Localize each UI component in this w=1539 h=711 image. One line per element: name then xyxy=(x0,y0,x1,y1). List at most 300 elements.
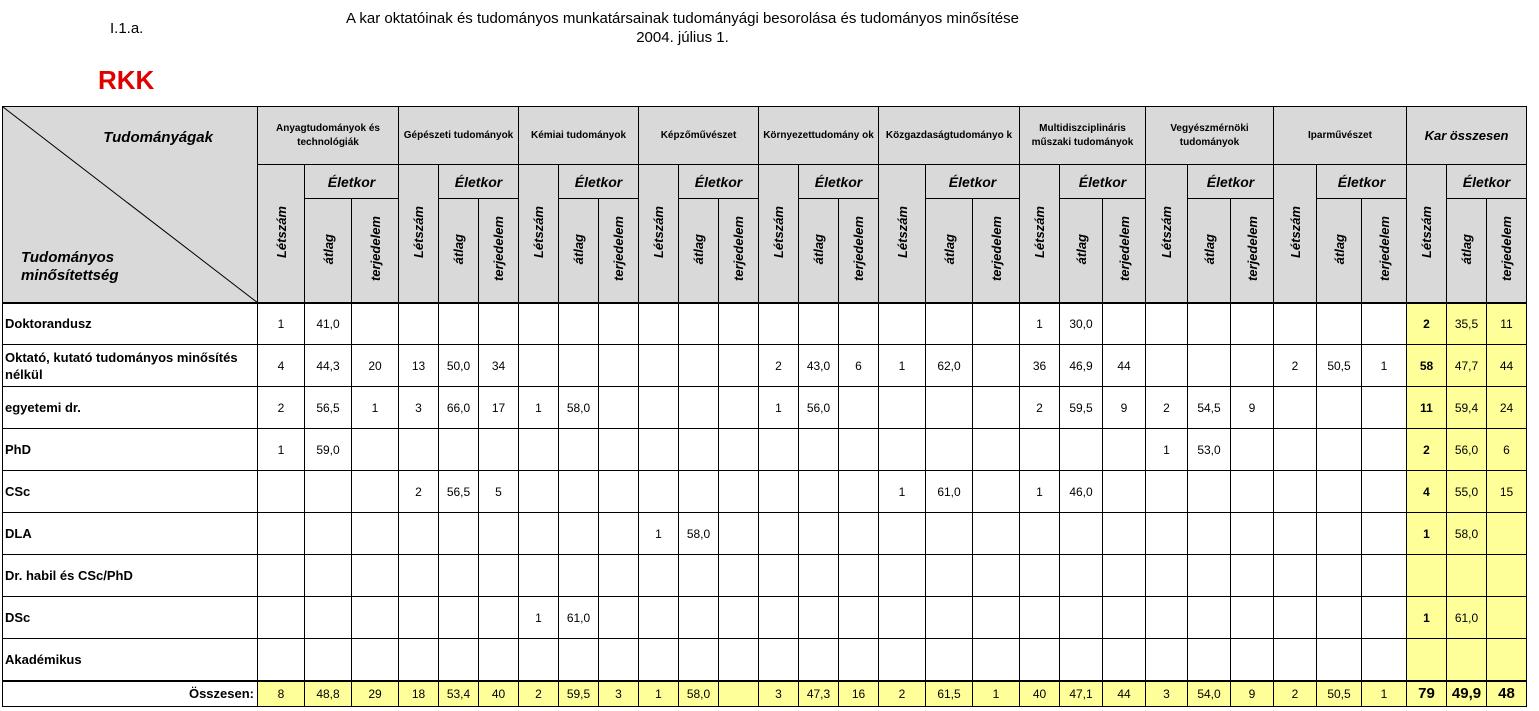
table-cell: 2 xyxy=(258,387,305,429)
atlag-header xyxy=(1060,199,1103,303)
table-cell xyxy=(305,555,352,597)
table-cell xyxy=(1274,471,1317,513)
table-cell xyxy=(719,513,759,555)
table-cell xyxy=(1487,597,1527,639)
table-cell xyxy=(1146,345,1188,387)
table-cell xyxy=(1487,639,1527,681)
letszam-label: Létszám xyxy=(1419,205,1434,258)
table-cell: 56,0 xyxy=(1447,429,1487,471)
table-cell xyxy=(1103,471,1146,513)
terjedelem-label: terjedelem xyxy=(1116,216,1132,282)
table-cell xyxy=(1146,597,1188,639)
total-cell: 8 xyxy=(258,681,305,707)
table-cell xyxy=(1487,555,1527,597)
row-label: egyetemi dr. xyxy=(3,387,258,429)
table-cell xyxy=(879,555,926,597)
total-cell: 59,5 xyxy=(559,681,599,707)
eletkor-header: Életkor xyxy=(305,165,399,199)
table-cell xyxy=(1020,555,1060,597)
table-cell xyxy=(799,555,839,597)
table-cell: 6 xyxy=(1487,429,1527,471)
atlag-header xyxy=(799,199,839,303)
table-cell xyxy=(599,345,639,387)
table-cell xyxy=(639,345,679,387)
table-cell xyxy=(719,345,759,387)
total-cell: 47,3 xyxy=(799,681,839,707)
table-cell: 2 xyxy=(1407,303,1447,345)
table-cell: 59,0 xyxy=(305,429,352,471)
table-cell xyxy=(1060,639,1103,681)
table-cell xyxy=(1231,597,1274,639)
total-cell: 48,8 xyxy=(305,681,352,707)
table-cell xyxy=(1060,597,1103,639)
table-cell: 1 xyxy=(519,597,559,639)
table-cell: 66,0 xyxy=(439,387,479,429)
table-cell: 4 xyxy=(258,345,305,387)
table-cell xyxy=(1317,387,1362,429)
atlag-label: átlag xyxy=(1201,233,1217,264)
table-cell xyxy=(799,303,839,345)
table-cell xyxy=(258,597,305,639)
table-cell xyxy=(719,429,759,471)
table-cell: 56,5 xyxy=(439,471,479,513)
table-cell xyxy=(926,429,973,471)
atlag-label: átlag xyxy=(320,233,336,264)
table-cell xyxy=(559,429,599,471)
table-cell xyxy=(399,597,439,639)
table-cell xyxy=(439,513,479,555)
group-header: Vegyészmérnöki tudományok xyxy=(1146,107,1274,165)
table-cell xyxy=(1231,513,1274,555)
letszam-label: Létszám xyxy=(1032,205,1047,258)
table-cell xyxy=(1317,303,1362,345)
table-cell xyxy=(519,471,559,513)
table-cell xyxy=(679,555,719,597)
total-cell: 58,0 xyxy=(679,681,719,707)
table-cell xyxy=(599,513,639,555)
group-header: Anyagtudományok és technológiák xyxy=(258,107,399,165)
table-cell xyxy=(399,555,439,597)
table-cell xyxy=(1231,471,1274,513)
table-cell: 61,0 xyxy=(1447,597,1487,639)
table-cell xyxy=(839,513,879,555)
table-cell xyxy=(1362,429,1407,471)
table-cell xyxy=(926,303,973,345)
table-cell xyxy=(352,513,399,555)
total-cell: 1 xyxy=(639,681,679,707)
total-cell: 49,9 xyxy=(1447,681,1487,707)
table-cell: 44 xyxy=(1487,345,1527,387)
table-cell xyxy=(1274,429,1317,471)
letszam-label: Létszám xyxy=(531,205,546,258)
table-cell: 1 xyxy=(879,471,926,513)
table-cell xyxy=(1103,429,1146,471)
table-cell xyxy=(1317,513,1362,555)
terjedelem-header xyxy=(719,199,759,303)
table-cell xyxy=(1020,597,1060,639)
letszam-header xyxy=(1146,165,1188,303)
table-cell xyxy=(439,639,479,681)
table-cell xyxy=(1020,639,1060,681)
data-table xyxy=(2,106,1527,707)
table-cell xyxy=(559,303,599,345)
table-cell xyxy=(599,429,639,471)
table-cell xyxy=(559,345,599,387)
letszam-header xyxy=(519,165,559,303)
total-cell: 54,0 xyxy=(1188,681,1231,707)
table-cell xyxy=(479,639,519,681)
atlag-header xyxy=(1447,199,1487,303)
terjedelem-header xyxy=(1362,199,1407,303)
table-cell: 1 xyxy=(1362,345,1407,387)
table-cell xyxy=(1060,429,1103,471)
table-cell xyxy=(639,471,679,513)
table-cell: 11 xyxy=(1407,387,1447,429)
total-cell: 48 xyxy=(1487,681,1527,707)
table-cell xyxy=(879,387,926,429)
table-cell xyxy=(1274,513,1317,555)
table-cell xyxy=(1020,429,1060,471)
table-cell xyxy=(479,597,519,639)
atlag-label: átlag xyxy=(1073,233,1089,264)
row-label: Oktató, kutató tudományos minősítés nélkül xyxy=(3,345,258,387)
table-cell xyxy=(973,345,1020,387)
corner-top-label: Tudományágak xyxy=(103,129,213,146)
total-cell: 1 xyxy=(1362,681,1407,707)
table-cell xyxy=(1274,555,1317,597)
table-cell xyxy=(1447,555,1487,597)
table-cell xyxy=(1362,639,1407,681)
atlag-header xyxy=(305,199,352,303)
total-cell: 16 xyxy=(839,681,879,707)
total-cell: 40 xyxy=(479,681,519,707)
table-cell xyxy=(639,639,679,681)
letszam-label: Létszám xyxy=(894,205,910,258)
table-row xyxy=(3,345,1527,387)
table-cell xyxy=(879,513,926,555)
table-cell: 62,0 xyxy=(926,345,973,387)
table-cell xyxy=(519,639,559,681)
table-code: I.1.a. xyxy=(110,20,144,37)
table-cell xyxy=(926,513,973,555)
total-cell: 44 xyxy=(1103,681,1146,707)
table-cell xyxy=(1317,471,1362,513)
group-header: Képzőművészet xyxy=(639,107,759,165)
terjedelem-header xyxy=(973,199,1020,303)
total-cell: 79 xyxy=(1407,681,1447,707)
letszam-header xyxy=(1274,165,1317,303)
total-cell: 2 xyxy=(1274,681,1317,707)
table-cell xyxy=(679,345,719,387)
table-cell xyxy=(1274,597,1317,639)
table-cell: 4 xyxy=(1407,471,1447,513)
table-cell xyxy=(1146,471,1188,513)
table-cell xyxy=(439,555,479,597)
table-cell xyxy=(559,513,599,555)
table-cell xyxy=(1362,303,1407,345)
faculty-code: RKK xyxy=(98,65,155,95)
letszam-header xyxy=(879,165,926,303)
table-cell: 1 xyxy=(1146,429,1188,471)
table-cell: 43,0 xyxy=(799,345,839,387)
table-row xyxy=(3,597,1527,639)
table-cell xyxy=(973,471,1020,513)
terjedelem-header xyxy=(479,199,519,303)
table-cell xyxy=(759,639,799,681)
terjedelem-label: terjedelem xyxy=(367,216,383,282)
table-cell xyxy=(305,471,352,513)
total-cell: 2 xyxy=(879,681,926,707)
table-cell: 58,0 xyxy=(559,387,599,429)
eletkor-header: Életkor xyxy=(1060,165,1146,199)
table-cell xyxy=(679,303,719,345)
letszam-label: Létszám xyxy=(1287,205,1303,258)
total-cell: 18 xyxy=(399,681,439,707)
table-cell xyxy=(479,513,519,555)
eletkor-header: Életkor xyxy=(559,165,639,199)
total-cell: 47,1 xyxy=(1060,681,1103,707)
table-cell xyxy=(519,303,559,345)
eletkor-header: Életkor xyxy=(679,165,759,199)
table-cell xyxy=(305,513,352,555)
table-cell: 36 xyxy=(1020,345,1060,387)
table-cell: 44,3 xyxy=(305,345,352,387)
table-cell xyxy=(973,555,1020,597)
page-title xyxy=(230,9,1135,47)
atlag-header xyxy=(559,199,599,303)
table-cell xyxy=(479,303,519,345)
row-label: DSc xyxy=(3,597,258,639)
table-cell xyxy=(719,303,759,345)
table-cell xyxy=(559,639,599,681)
total-cell: 2 xyxy=(519,681,559,707)
terjedelem-label: terjedelem xyxy=(988,216,1004,282)
terjedelem-label: terjedelem xyxy=(851,216,866,282)
table-row xyxy=(3,303,1527,345)
group-header: Kémiai tudományok xyxy=(519,107,639,165)
table-cell xyxy=(305,639,352,681)
table-cell xyxy=(519,429,559,471)
terjedelem-header xyxy=(1231,199,1274,303)
table-cell xyxy=(439,303,479,345)
table-cell xyxy=(1188,555,1231,597)
table-cell xyxy=(879,639,926,681)
table-cell xyxy=(679,597,719,639)
atlag-label: átlag xyxy=(691,233,706,264)
table-cell xyxy=(258,471,305,513)
table-cell xyxy=(1362,597,1407,639)
table-cell xyxy=(679,639,719,681)
table-cell: 35,5 xyxy=(1447,303,1487,345)
table-cell: 46,0 xyxy=(1060,471,1103,513)
table-cell xyxy=(599,471,639,513)
table-cell xyxy=(839,429,879,471)
letszam-header xyxy=(1020,165,1060,303)
table-cell: 1 xyxy=(1020,471,1060,513)
table-cell: 2 xyxy=(1146,387,1188,429)
table-cell xyxy=(1103,513,1146,555)
atlag-label: átlag xyxy=(1459,233,1474,264)
table-cell xyxy=(1103,555,1146,597)
table-cell xyxy=(973,387,1020,429)
terjedelem-label: terjedelem xyxy=(731,216,746,282)
totals-label: Összesen: xyxy=(3,681,258,707)
atlag-header xyxy=(679,199,719,303)
row-label: PhD xyxy=(3,429,258,471)
group-header: Multidiszciplináris műszaki tudományok xyxy=(1020,107,1146,165)
atlag-label: átlag xyxy=(571,233,586,264)
letszam-label: Létszám xyxy=(411,205,426,258)
table-cell: 2 xyxy=(1020,387,1060,429)
total-cell: 3 xyxy=(759,681,799,707)
table-cell: 24 xyxy=(1487,387,1527,429)
group-header: Kar összesen xyxy=(1407,107,1527,165)
table-cell xyxy=(759,597,799,639)
table-cell xyxy=(1231,429,1274,471)
terjedelem-label: terjedelem xyxy=(1499,216,1514,282)
table-cell xyxy=(973,597,1020,639)
table-cell xyxy=(1362,513,1407,555)
table-cell xyxy=(759,513,799,555)
table-cell xyxy=(439,597,479,639)
table-cell xyxy=(719,597,759,639)
corner-header xyxy=(3,107,258,303)
table-cell xyxy=(1231,555,1274,597)
table-cell xyxy=(639,303,679,345)
table-row xyxy=(3,429,1527,471)
table-cell xyxy=(759,429,799,471)
table-cell xyxy=(599,639,639,681)
letszam-label: Létszám xyxy=(273,205,289,258)
table-cell: 15 xyxy=(1487,471,1527,513)
table-cell xyxy=(639,387,679,429)
atlag-header xyxy=(1188,199,1231,303)
table-cell xyxy=(519,555,559,597)
table-cell xyxy=(258,513,305,555)
letszam-label: Létszám xyxy=(1159,205,1174,258)
table-cell xyxy=(1274,303,1317,345)
row-label: Dr. habil és CSc/PhD xyxy=(3,555,258,597)
atlag-label: átlag xyxy=(451,233,466,264)
table-cell xyxy=(258,555,305,597)
table-cell xyxy=(479,429,519,471)
terjedelem-header xyxy=(839,199,879,303)
letszam-header xyxy=(759,165,799,303)
eletkor-header: Életkor xyxy=(926,165,1020,199)
table-cell xyxy=(799,429,839,471)
table-cell: 1 xyxy=(1407,597,1447,639)
eletkor-header: Életkor xyxy=(1317,165,1407,199)
group-header: Iparművészet xyxy=(1274,107,1407,165)
table-cell xyxy=(1146,513,1188,555)
table-cell xyxy=(1188,303,1231,345)
table-cell: 54,5 xyxy=(1188,387,1231,429)
table-cell: 53,0 xyxy=(1188,429,1231,471)
table-cell xyxy=(352,597,399,639)
table-cell xyxy=(799,597,839,639)
table-cell xyxy=(1020,513,1060,555)
table-cell: 1 xyxy=(639,513,679,555)
table-cell: 61,0 xyxy=(926,471,973,513)
table-cell xyxy=(679,429,719,471)
eletkor-header: Életkor xyxy=(799,165,879,199)
table-cell xyxy=(839,555,879,597)
table-cell: 2 xyxy=(759,345,799,387)
table-cell xyxy=(1362,387,1407,429)
table-cell: 5 xyxy=(479,471,519,513)
group-header: Közgazdaságtudományo k xyxy=(879,107,1020,165)
table-cell xyxy=(879,303,926,345)
table-cell: 58 xyxy=(1407,345,1447,387)
table-cell: 13 xyxy=(399,345,439,387)
terjedelem-label: terjedelem xyxy=(491,216,506,282)
table-cell: 9 xyxy=(1103,387,1146,429)
terjedelem-header xyxy=(599,199,639,303)
table-cell: 1 xyxy=(759,387,799,429)
table-row xyxy=(3,555,1527,597)
table-cell: 1 xyxy=(1407,513,1447,555)
table-cell xyxy=(879,429,926,471)
atlag-label: átlag xyxy=(811,233,826,264)
table-cell: 1 xyxy=(1020,303,1060,345)
table-cell: 11 xyxy=(1487,303,1527,345)
table-cell: 1 xyxy=(258,303,305,345)
table-cell: 1 xyxy=(352,387,399,429)
table-cell: 9 xyxy=(1231,387,1274,429)
table-cell xyxy=(839,471,879,513)
total-cell: 50,5 xyxy=(1317,681,1362,707)
table-cell xyxy=(519,345,559,387)
table-cell xyxy=(1188,345,1231,387)
table-cell xyxy=(352,639,399,681)
table-cell xyxy=(973,639,1020,681)
table-cell xyxy=(926,555,973,597)
table-cell: 2 xyxy=(1274,345,1317,387)
atlag-header xyxy=(439,199,479,303)
table-cell xyxy=(926,387,973,429)
atlag-header xyxy=(1317,199,1362,303)
group-header: Gépészeti tudományok xyxy=(399,107,519,165)
total-cell: 3 xyxy=(599,681,639,707)
letszam-label: Létszám xyxy=(651,205,666,258)
table-cell xyxy=(399,513,439,555)
table-cell xyxy=(759,303,799,345)
table-cell xyxy=(399,429,439,471)
table-cell xyxy=(799,513,839,555)
table-cell: 58,0 xyxy=(679,513,719,555)
total-cell: 53,4 xyxy=(439,681,479,707)
table-cell xyxy=(1274,639,1317,681)
table-cell xyxy=(399,639,439,681)
table-cell: 34 xyxy=(479,345,519,387)
atlag-label: átlag xyxy=(1331,233,1347,264)
table-cell xyxy=(759,555,799,597)
terjedelem-label: terjedelem xyxy=(611,216,626,282)
title-line-2: 2004. július 1. xyxy=(636,29,729,46)
title-line-1: A kar oktatóinak és tudományos munkatársainak tudományági besorolása és tudományos minősítése xyxy=(346,10,1019,27)
table-cell: 1 xyxy=(519,387,559,429)
table-cell xyxy=(1274,387,1317,429)
table-cell xyxy=(1103,597,1146,639)
table-cell xyxy=(352,471,399,513)
table-cell: 1 xyxy=(258,429,305,471)
table-cell xyxy=(679,387,719,429)
table-cell xyxy=(1447,639,1487,681)
table-cell xyxy=(1146,639,1188,681)
table-cell xyxy=(258,639,305,681)
table-cell xyxy=(926,639,973,681)
table-cell xyxy=(599,387,639,429)
